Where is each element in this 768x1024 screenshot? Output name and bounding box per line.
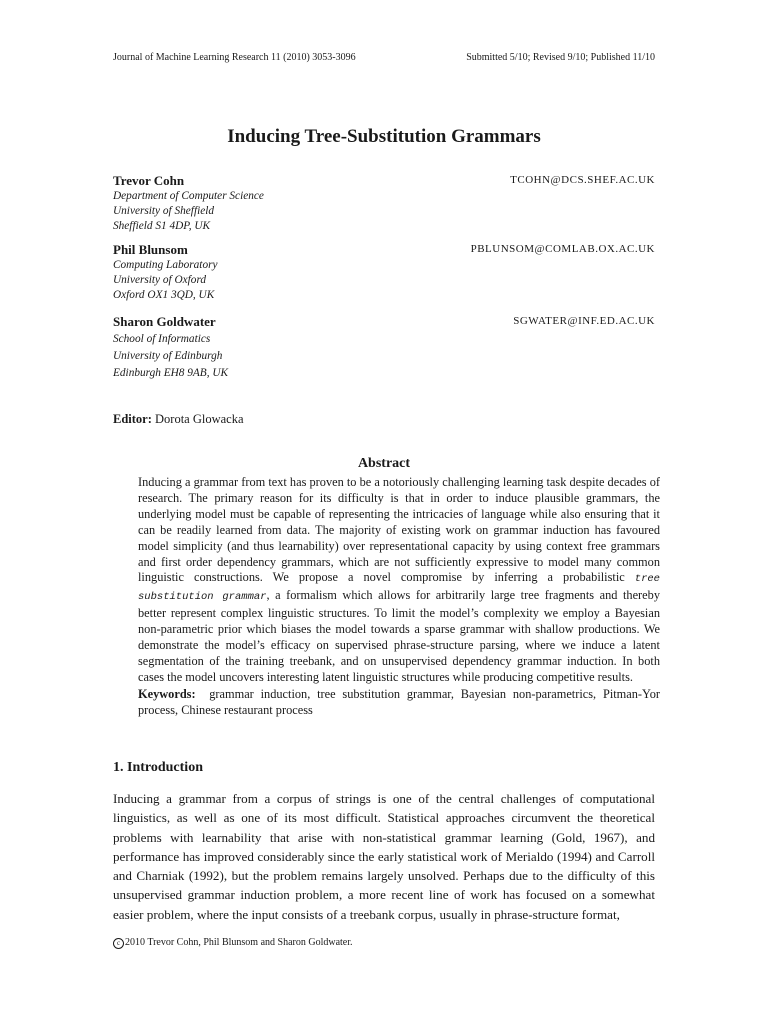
journal-header: Journal of Machine Learning Research 11 (2010) 3053-3096 [113,52,356,63]
affiliation-line: University of Sheffield [113,205,215,218]
affiliation-line: Sheffield S1 4DP, UK [113,220,211,233]
author-block-2 [113,241,655,304]
affiliation-line: Edinburgh EH8 9AB, UK [113,367,229,380]
author-name: Phil Blunsom [113,242,188,257]
abstract-heading: Abstract [357,456,411,471]
editor-label: Editor: [113,412,152,426]
keywords-text: grammar induction, tree substitution grammar, Bayesian non-parametrics, Pitman-Yor process, Chinese restaurant process [138,686,661,717]
paper-title: Inducing Tree-Substitution Grammars [227,126,541,147]
abstract-text: Inducing a grammar from text has proven to be a notoriously challenging learning task despite decades of research. The primary reason for its difficulty is that in order to induce plausible grammars, the underlying model must be capable of representing the intricacies of language while also ensuring that it can be readily learned from data. The majority of existing work on grammar induction has favoured model simplicity (and thus learnability) over representational capacity by using context free grammars and first order dependency grammars, which are not sufficiently expressive to model many common linguistic constructions. We propose a novel compromise by inferring a probabilistic [138,475,660,585]
copyright-footer [113,937,353,949]
section-body [113,789,655,924]
author-email: PBLUNSOM@COMLAB.OX.AC.UK [470,243,655,255]
abstract-emphasis: tree substitution grammar [138,573,660,604]
keywords-line [138,687,660,719]
keywords-label: Keywords: [138,686,196,701]
copyright-icon: c [113,938,124,949]
author-block-3 [113,313,655,382]
affiliation-line: Computing Laboratory [113,259,218,271]
affiliation-line: University of Oxford [113,274,207,287]
abstract-body [138,475,660,719]
body-paragraph: Inducing a grammar from a corpus of strings is one of the central challenges of computational linguistics, as well as one of its most difficult. Statistical approaches circumvent the theoretical problems with learnability that arise with non-statistical grammar learning (Gold, 1967), and performance has improved considerably since the early statistical work of Merialdo (1994) and Carroll and Charniak (1992), but the problem remains largely unsolved. Perhaps due to the difficulty of this unsupervised grammar induction problem, a more recent line of work has focused on a somewhat easier problem, where the input consists of a treebank corpus, usually in phrase-structure format, [113,791,655,922]
publication-dates: Submitted 5/10; Revised 9/10; Published 11/10 [466,52,655,63]
abstract-text-continued: , a formalism which allows for arbitrarily large tree fragments and thereby better represent complex linguistic structures. To limit the model’s complexity we employ a Bayesian non-parametric prior which biases the model towards a sparse grammar with shallow productions. We demonstrate the model’s efficacy on supervised phrase-structure parsing, where we induce a latent segmentation of the training treebank, and on unsupervised dependency grammar induction. In both cases the model uncovers interesting latent linguistic structures while producing competitive results. [138,588,660,684]
editor-name: Dorota Glowacka [155,412,244,426]
author-name: Trevor Cohn [113,173,185,188]
author-name: Sharon Goldwater [113,314,216,329]
abstract-paragraph [138,475,660,686]
author-block-1 [113,172,655,235]
copyright-text: 2010 Trevor Cohn, Phil Blunsom and Sharon Goldwater. [125,937,353,948]
affiliation-line: Department of Computer Science [113,190,264,202]
editor-line [113,411,244,428]
affiliation-line: School of Informatics [113,333,211,345]
author-email: SGWATER@INF.ED.AC.UK [513,315,655,327]
section-heading: 1. Introduction [113,760,203,775]
affiliation-line: University of Edinburgh [113,350,223,363]
affiliation-line: Oxford OX1 3QD, UK [113,289,215,302]
author-email: TCOHN@DCS.SHEF.AC.UK [510,174,655,186]
